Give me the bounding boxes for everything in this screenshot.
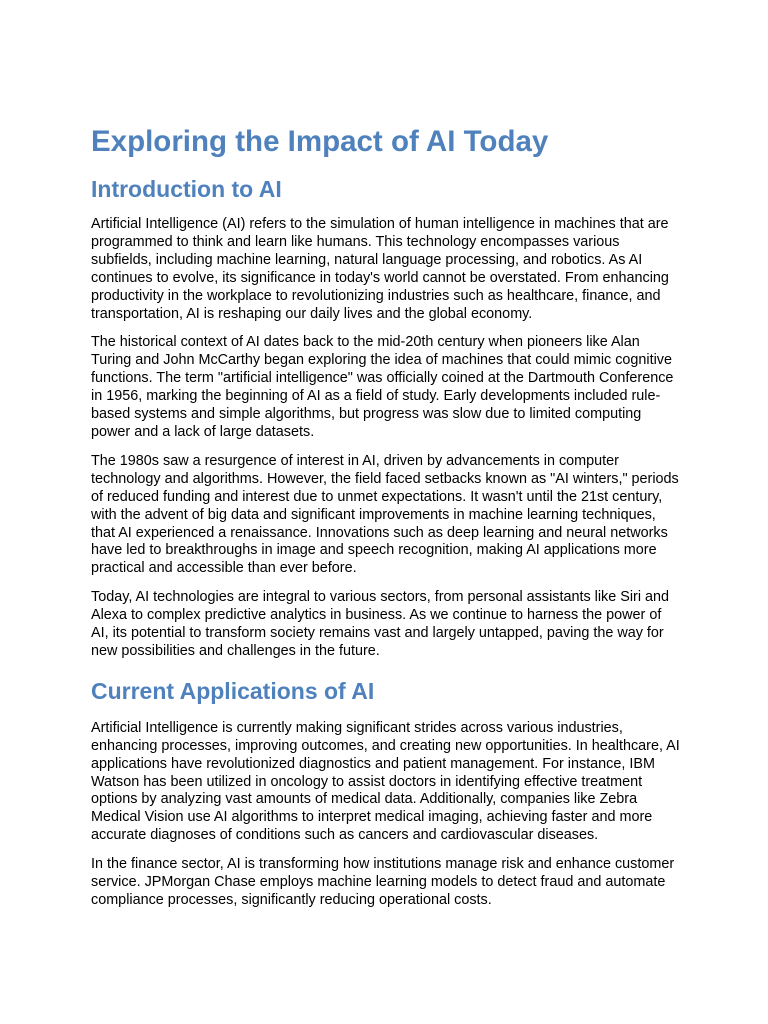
section-heading-introduction: Introduction to AI xyxy=(91,176,282,202)
applications-paragraph-2: In the finance sector, AI is transforming how institutions manage risk and enhance customer service. JPMorgan Chase employs machine learning models to detect fraud and automate compliance processes, significantly reducing operational costs. xyxy=(91,856,675,908)
document-title: Exploring the Impact of AI Today xyxy=(91,125,549,158)
intro-paragraph-4: Today, AI technologies are integral to various sectors, from personal assistants like Siri and Alexa to complex predictive analytics in business. As we continue to harness the power of AI, its potential to transform society remains vast and largely untapped, paving the way for new possibilities and challenges in the future. xyxy=(91,589,670,659)
applications-paragraph-1: Artificial Intelligence is currently making significant strides across various industries, enhancing processes, improving outcomes, and creating new opportunities. In healthcare, AI applications have revolutionized diagnostics and patient management. For instance, IBM Watson has been utilized in oncology to assist doctors in identifying effective treatment options by analyzing vast amounts of medical data. Additionally, companies like Zebra Medical Vision use AI algorithms to interpret medical imaging, achieving faster and more accurate diagnoses of conditions such as cancers and cardiovascular diseases. xyxy=(91,719,680,844)
intro-paragraph-3: The 1980s saw a resurgence of interest in AI, driven by advancements in computer technology and algorithms. However, the field faced setbacks known as "AI winters," periods of reduced funding and interest due to unmet expectations. It wasn't until the 21st century, with the advent of big data and significant improvements in machine learning techniques, that AI experienced a renaissance. Innovations such as deep learning and neural networks have led to breakthroughs in image and speech recognition, making AI applications more practical and accessible than ever before. xyxy=(91,452,679,577)
intro-paragraph-2: The historical context of AI dates back to the mid-20th century when pioneers like Alan Turing and John McCarthy began exploring the idea of machines that could mimic cognitive functions. The term "artificial intelligence" was officially coined at the Dartmouth Conference in 1956, marking the beginning of AI as a field of study. Early developments included rule-based systems and simple algorithms, but progress was slow due to limited computing power and a lack of large datasets. xyxy=(91,334,674,440)
document-page xyxy=(91,122,681,910)
section-heading-current-applications: Current Applications of AI xyxy=(91,677,375,704)
intro-paragraph-1: Artificial Intelligence (AI) refers to the simulation of human intelligence in machines that are programmed to think and learn like humans. This technology encompasses various subfields, including machine learning, natural language processing, and robotics. As AI continues to evolve, its significance in today's world cannot be overstated. From enhancing productivity in the workplace to revolutionizing industries such as healthcare, finance, and transportation, AI is reshaping our daily lives and the global economy. xyxy=(91,216,669,322)
